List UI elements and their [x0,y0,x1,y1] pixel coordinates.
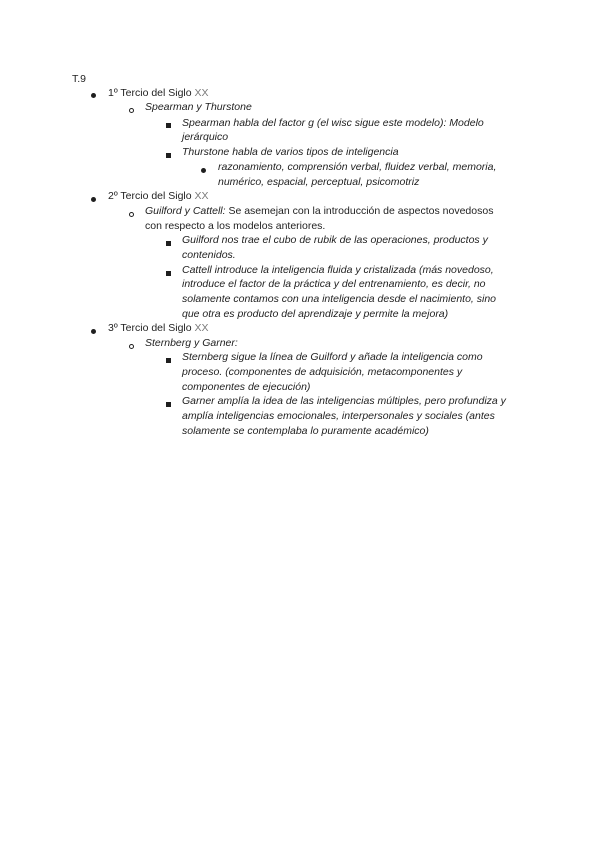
page-title: T.9 [72,73,87,85]
level1-bullet-icon [91,325,96,339]
section-heading [108,321,209,336]
section-heading-text: 2º Tercio del Siglo [108,190,195,202]
level3-bullet-icon [166,119,171,133]
list-item-continuation: que otra es producto del aprendizaje y permite la mejora) [182,308,449,320]
level2-bullet-icon [129,208,134,222]
list-item: Sternberg sigue la línea de Guilford y añade la inteligencia como [182,351,483,363]
level3-bullet-icon [166,354,171,368]
century-label: XX [194,190,209,202]
level2-bullet-icon [129,104,134,118]
list-item: Cattell introduce la inteligencia fluida y cristalizada (más novedoso, [182,264,494,276]
list-item-continuation: solamente se contemplaba lo puramente académico) [182,425,429,437]
list-item-continuation: solamente contamos con una inteligencia desde el nacimiento, sino [182,293,497,305]
level3-bullet-icon [166,398,171,412]
list-item-continuation: contenidos. [182,249,236,261]
list-item-continuation: introduce el factor de la práctica y del entrenamiento, es decir, no [182,278,486,290]
list-item: razonamiento, comprensión verbal, fluidez verbal, memoria, [218,161,497,173]
subsection-label [145,204,493,219]
section-heading [108,189,209,204]
subsection-label: Spearman y Thurstone [145,101,252,113]
level1-bullet-icon [91,193,96,207]
list-item-continuation: amplía inteligencias emocionales, interpersonales y sociales (antes [182,410,495,422]
level2-bullet-icon [129,340,134,354]
section-heading [108,86,209,101]
century-label: XX [194,322,209,334]
level4-bullet-icon [201,164,206,178]
list-item-continuation: numérico, espacial, perceptual, psicomotriz [218,176,420,188]
subsection-label-italic: Guilford y Cattell: [145,205,226,217]
subsection-label-continuation: con respecto a los modelos anteriores. [145,220,326,232]
century-label: XX [194,87,209,99]
subsection-label-text: Se asemejan con la introducción de aspectos novedosos [225,205,494,217]
list-item-continuation: componentes de ejecución) [182,381,311,393]
subsection-label: Sternberg y Garner: [145,337,238,349]
section-heading-text: 3º Tercio del Siglo [108,322,195,334]
level1-bullet-icon [91,89,96,103]
section-heading-text: 1º Tercio del Siglo [108,87,195,99]
list-item-continuation: proceso. (componentes de adquisición, metacomponentes y [182,366,463,378]
list-item-continuation: jerárquico [182,131,229,143]
list-item: Thurstone habla de varios tipos de inteligencia [182,146,399,158]
level3-bullet-icon [166,267,171,281]
level3-bullet-icon [166,149,171,163]
level3-bullet-icon [166,237,171,251]
list-item: Guilford nos trae el cubo de rubik de las operaciones, productos y [182,234,488,246]
list-item: Spearman habla del factor g (el wisc sigue este modelo): Modelo [182,117,484,129]
list-item: Garner amplía la idea de las inteligencias múltiples, pero profundiza y [182,395,506,407]
